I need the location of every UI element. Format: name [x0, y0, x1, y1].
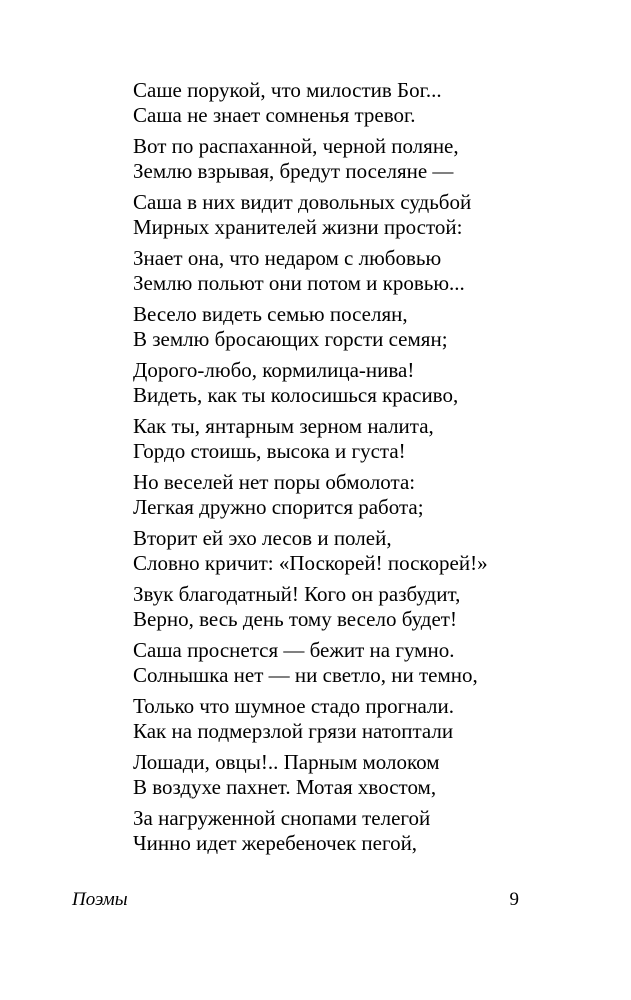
poem-line: Легкая дружно спорится работа; — [133, 495, 424, 519]
stanza — [133, 358, 573, 408]
poem-line: В воздухе пахнет. Мотая хвостом, — [133, 775, 437, 799]
running-title: Поэмы — [72, 889, 128, 910]
stanza — [133, 190, 573, 240]
poem-line: Словно кричит: «Поскорей! поскорей!» — [133, 551, 488, 575]
poem-line: Знает она, что недаром с любовью — [133, 246, 442, 270]
stanza — [133, 526, 573, 576]
poem-line: Вот по распаханной, черной поляне, — [133, 134, 459, 158]
poem-line: Как ты, янтарным зерном налита, — [133, 414, 434, 438]
poem-line: В землю бросающих горсти семян; — [133, 327, 448, 351]
poem-line: Только что шумное стадо прогнали. — [133, 694, 454, 718]
poem-line: Мирных хранителей жизни простой: — [133, 215, 463, 239]
poem-line: Верно, весь день тому весело будет! — [133, 607, 457, 631]
stanza — [133, 694, 573, 744]
poem-line: Саша в них видит довольных судьбой — [133, 190, 472, 214]
stanza — [133, 78, 573, 128]
poem-line: Как на подмерзлой грязи натоптали — [133, 719, 454, 743]
poem-text — [133, 78, 573, 862]
poem-line: Землю польют они потом и кровью... — [133, 271, 465, 295]
stanza — [133, 246, 573, 296]
poem-line: Солнышка нет — ни светло, ни темно, — [133, 663, 478, 687]
poem-line: Саша проснется — бежит на гумно. — [133, 638, 455, 662]
poem-line: За нагруженной снопами телегой — [133, 806, 431, 830]
stanza — [133, 302, 573, 352]
poem-line: Дорого-любо, кормилица-нива! — [133, 358, 415, 382]
poem-line: Видеть, как ты колосишься красиво, — [133, 383, 459, 407]
poem-line: Звук благодатный! Кого он разбудит, — [133, 582, 461, 606]
page-number: 9 — [509, 889, 519, 910]
poem-line: Саше порукой, что милостив Бог... — [133, 78, 442, 102]
stanza — [133, 638, 573, 688]
poem-line: Но веселей нет поры обмолота: — [133, 470, 416, 494]
stanza — [133, 470, 573, 520]
stanza — [133, 806, 573, 856]
stanza — [133, 750, 573, 800]
poem-line: Чинно идет жеребеночек пегой, — [133, 831, 418, 855]
poem-line: Весело видеть семью поселян, — [133, 302, 408, 326]
stanza — [133, 134, 573, 184]
stanza — [133, 414, 573, 464]
poem-line: Землю взрывая, бредут поселяне — — [133, 159, 454, 183]
poem-line: Саша не знает сомненья тревог. — [133, 103, 416, 127]
poem-line: Гордо стоишь, высока и густа! — [133, 439, 406, 463]
stanza — [133, 582, 573, 632]
poem-line: Вторит ей эхо лесов и полей, — [133, 526, 392, 550]
poem-line: Лошади, овцы!.. Парным молоком — [133, 750, 440, 774]
